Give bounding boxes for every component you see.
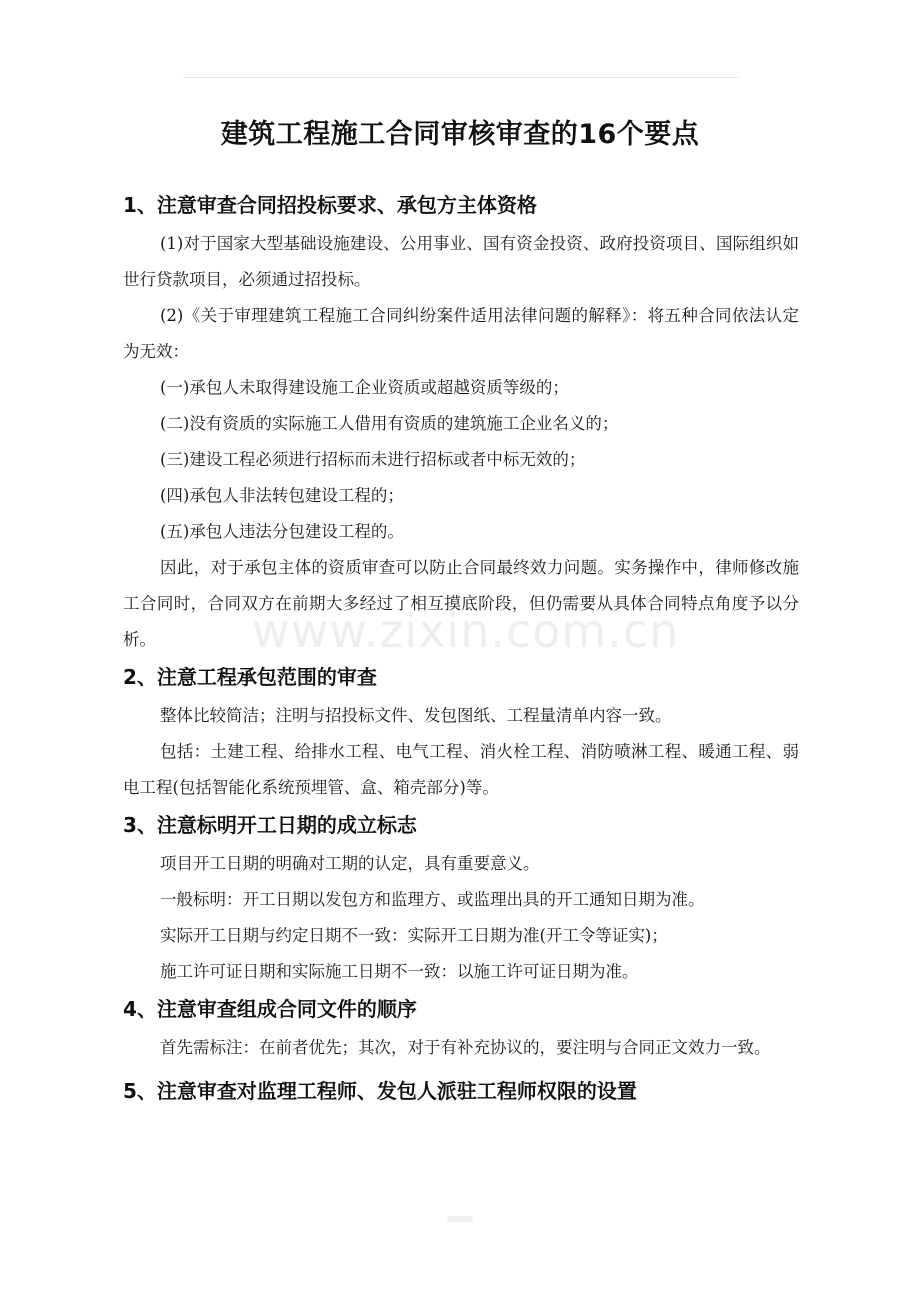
paragraph: 包括：土建工程、给排水工程、电气工程、消火栓工程、消防喷淋工程、暖通工程、弱电工程(包括智能化系统预埋管、盒、箱壳部分)等。 bbox=[123, 742, 799, 797]
footer-mark bbox=[447, 1216, 473, 1222]
document-title: 建筑工程施工合同审核审查的16个要点 bbox=[220, 119, 700, 150]
watermark-text: www.zixin.com.cn bbox=[252, 604, 680, 658]
paragraph: 因此，对于承包主体的资质审查可以防止合同最终效力问题。实务操作中，律师修改施工合同时，合同双方在前期大多经过了相互摸底阶段，但仍需要从具体合同特点角度予以分析。 bbox=[123, 558, 799, 649]
paragraph: 施工许可证日期和实际施工日期不一致：以施工许可证日期为准。 bbox=[160, 962, 639, 981]
list-item: (一)承包人未取得建设施工企业资质或超越资质等级的； bbox=[160, 378, 569, 397]
section-heading-3: 3、注意标明开工日期的成立标志 bbox=[123, 813, 417, 837]
paragraph: (2)《关于审理建筑工程施工合同纠纷案件适用法律问题的解释》：将五种合同依法认定为无效： bbox=[123, 306, 799, 361]
section-heading-2: 2、注意工程承包范围的审查 bbox=[123, 665, 377, 689]
paragraph: (1)对于国家大型基础设施建设、公用事业、国有资金投资、政府投资项目、国际组织如世行贷款项目，必须通过招投标。 bbox=[123, 234, 799, 289]
section-heading-1: 1、注意审查合同招投标要求、承包方主体资格 bbox=[123, 193, 537, 217]
list-item: (三)建设工程必须进行招标而未进行招标或者中标无效的； bbox=[160, 450, 586, 469]
list-item: (五)承包人违法分包建设工程的。 bbox=[160, 522, 404, 541]
header-divider bbox=[183, 77, 738, 78]
paragraph: 首先需标注：在前者优先；其次，对于有补充协议的，要注明与合同正文效力一致。 bbox=[160, 1038, 771, 1057]
paragraph: 整体比较简洁；注明与招投标文件、发包图纸、工程量清单内容一致。 bbox=[160, 706, 672, 725]
paragraph: 项目开工日期的明确对工期的认定，具有重要意义。 bbox=[160, 854, 540, 873]
document-body bbox=[123, 188, 799, 1112]
list-item: (四)承包人非法转包建设工程的； bbox=[160, 486, 404, 505]
list-item: (二)没有资质的实际施工人借用有资质的建筑施工企业名义的； bbox=[160, 414, 619, 433]
paragraph: 实际开工日期与约定日期不一致：实际开工日期为准(开工令等证实)； bbox=[160, 926, 668, 945]
section-heading-4: 4、注意审查组成合同文件的顺序 bbox=[123, 997, 417, 1021]
paragraph: 一般标明：开工日期以发包方和监理方、或监理出具的开工通知日期为准。 bbox=[160, 890, 705, 909]
section-heading-5: 5、注意审查对监理工程师、发包人派驻工程师权限的设置 bbox=[123, 1079, 637, 1103]
